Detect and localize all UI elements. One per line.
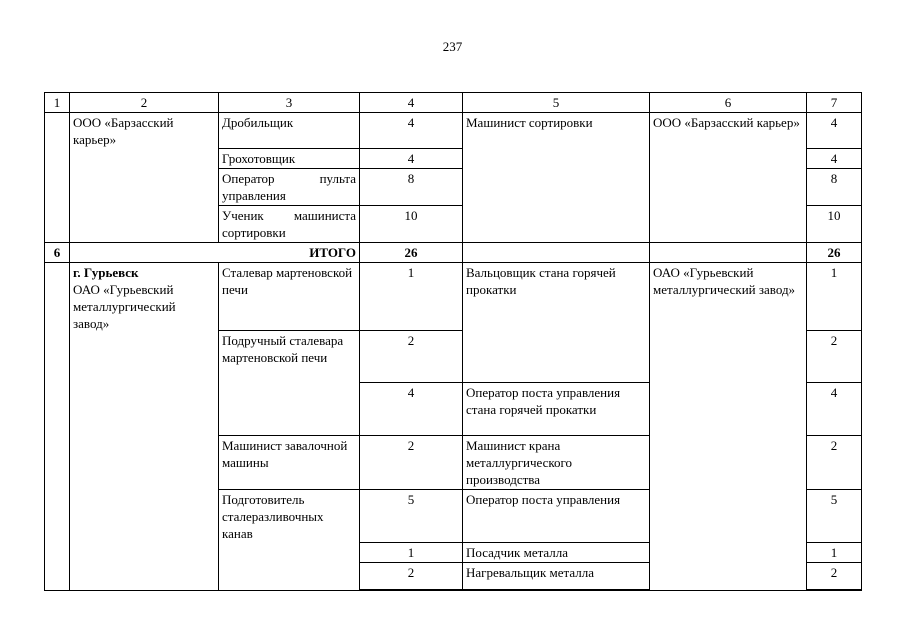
count-cell: 1 [807,543,862,563]
header-cell: 3 [219,93,360,113]
count-cell: 8 [807,169,862,206]
count-cell: 4 [807,383,862,436]
related-organization-cell: ООО «Барзасский карьер» [650,113,807,243]
empty-cell [463,590,650,591]
count-cell: 2 [360,436,463,490]
empty-cell [807,590,862,591]
organization-cell: ООО «Барзасский карьер» [70,113,219,243]
header-row [45,93,862,113]
count-cell: 1 [360,543,463,563]
empty-cell [650,243,807,263]
organization-name: ОАО «Гурьевский металлургический завод» [73,282,176,331]
header-cell: 1 [45,93,70,113]
total-row [45,243,862,263]
count-cell: 4 [807,113,862,149]
table-row [45,263,862,331]
row-number-cell [45,263,70,591]
count-cell: 4 [360,383,463,436]
total-count-cell: 26 [807,243,862,263]
count-cell: 1 [360,263,463,331]
header-cell: 4 [360,93,463,113]
page-number: 237 [442,39,463,54]
organization-cell [70,263,219,591]
count-cell: 4 [360,149,463,169]
empty-cell [463,243,650,263]
header-cell: 2 [70,93,219,113]
count-cell: 2 [807,331,862,383]
count-cell: 2 [360,563,463,590]
count-cell: 1 [807,263,862,331]
related-profession-cell: Вальцовщик стана горячей прокатки [463,263,650,383]
related-profession-cell: Нагревальщик металла [463,563,650,590]
total-label-cell: ИТОГО [70,243,360,263]
related-profession-cell: Оператор поста управления [463,490,650,543]
count-cell: 10 [807,206,862,243]
profession-line: управления [222,188,286,203]
related-profession-cell: Машинист сортировки [463,113,650,243]
count-cell: 2 [360,331,463,383]
count-cell: 4 [360,113,463,149]
count-cell: 5 [807,490,862,543]
related-profession-cell: Посадчик металла [463,543,650,563]
count-cell: 10 [360,206,463,243]
profession-cell: Дробильщик [219,113,360,149]
profession-cell: Подручный сталевара мартеновской печи [219,331,360,436]
count-cell: 4 [807,149,862,169]
profession-cell: Сталевар мартеновской печи [219,263,360,331]
profession-cell [219,206,360,243]
profession-cell [219,169,360,206]
profession-line: Ученик машиниста [222,208,356,223]
related-organization-cell: ОАО «Гурьевский металлургический завод» [650,263,807,591]
profession-cell: Подготовитель сталеразливочных канав [219,490,360,591]
table-row [45,113,862,149]
personnel-table [44,92,862,591]
row-number-cell [45,113,70,243]
total-count-cell: 26 [360,243,463,263]
city-name: г. Гурьевск [73,265,139,280]
count-cell: 5 [360,490,463,543]
total-number-cell: 6 [45,243,70,263]
count-cell: 2 [807,563,862,590]
count-cell: 2 [807,436,862,490]
count-cell: 8 [360,169,463,206]
header-cell: 5 [463,93,650,113]
profession-line: Оператор пульта [222,171,356,186]
related-profession-cell: Оператор поста управления стана горячей прокатки [463,383,650,436]
header-cell: 7 [807,93,862,113]
header-cell: 6 [650,93,807,113]
profession-cell: Машинист завалочной машины [219,436,360,490]
empty-cell [360,590,463,591]
related-profession-cell: Машинист крана металлургического производства [463,436,650,490]
profession-line: сортировки [222,225,286,240]
profession-cell: Грохотовщик [219,149,360,169]
